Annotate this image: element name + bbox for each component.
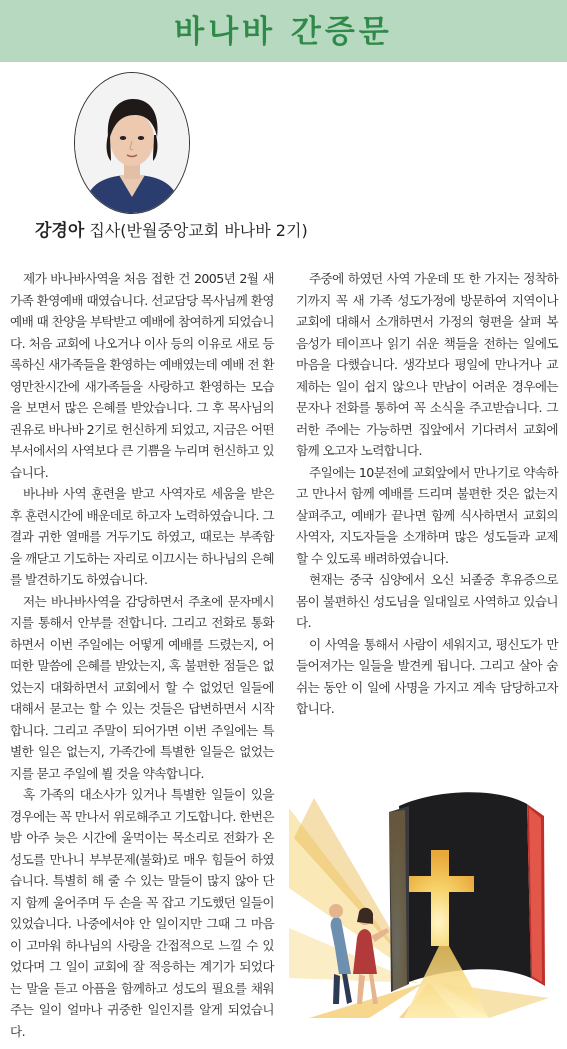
paragraph: 혹 가족의 대소사가 있거나 특별한 일들이 있을 경우에는 꼭 만나서 위로해주고 기도합니다. 한번은 밤 아주 늦은 시간에 울먹이는 목소리로 전화가 온 성도를 만나니 부부문제(불화)로 매우 힘들어 하였습니다. 특별히 해 줄 수 있는 말들이 많지 않아 단지 함께 울어주며 두 손을 꼭 잡고 기도했던 일들이 있었습니다. 나중에서야 안 일이지만 그때 그 마음이 고마워 하나님의 사랑을 간접적으로 느낄 수 있었다며 그 일이 교회에 잘 적응하는 계기가 되었다는 말을 듣고 아픔을 함께하고 성도의 필요를 채워주는 일이 얼마나 귀중한 일인지를 알게 되었습니다. bbox=[10, 787, 274, 1039]
illustration-image bbox=[289, 778, 560, 1018]
paragraph: 이 사역을 통해서 사람이 세워지고, 평신도가 만들어져가는 일들을 발견케 됩니다. 그리고 살아 숨쉬는 동안 이 일에 사명을 가지고 계속 담당하고자 합니다. bbox=[296, 636, 558, 716]
paragraph: 제가 바나바사역을 처음 접한 건 2005년 2월 새가족 환영예배 때였습니다. 선교담당 목사님께 환영예배 때 찬양을 부탁받고 예배에 참여하게 되었습니다. 처음 교회에 나오거나 이사 등의 이유로 새로 등록하신 새가족들을 환영하는 예배였는데 예배 전 환영만찬시간에 새가족들을 사랑하고 환영하는 모습을 보면서 많은 은혜를 받았습니다. 그 후 목사님의 권유로 바나바 2기로 헌신하게 되었고, 지금은 어떤 부서에서의 사역보다 큰 기쁨을 누리며 헌신하고 있습니다. bbox=[10, 271, 274, 480]
article-left-column bbox=[10, 268, 274, 1042]
paragraph: 바나바 사역 훈련을 받고 사역자로 세움을 받은 후 훈련시간에 배운데로 하고자 노력하였습니다. 그 결과 귀한 열매를 거두기도 하였고, 때로는 부족함을 깨닫고 기도하는 자리로 이끄시는 하나님의 은혜를 발견하기도 하였습니다. bbox=[10, 486, 274, 587]
paragraph: 주일에는 10분전에 교회앞에서 만나기로 약속하고 만나서 함께 예배를 드리며 불편한 것은 없는지 살펴주고, 예배가 끝나면 함께 식사하면서 교회의 사역자, 지도자들을 소개하며 많은 성도들과 교제할 수 있도록 배려하였습니다. bbox=[296, 464, 558, 566]
author-name: 강경아 bbox=[35, 221, 85, 241]
author-role: 집사(반월중앙교회 바나바 2기) bbox=[89, 221, 308, 240]
portrait-image bbox=[75, 73, 189, 213]
page-title: 바나바 간증문 bbox=[174, 14, 393, 50]
header-banner bbox=[0, 0, 567, 62]
bible-door-illustration bbox=[289, 778, 560, 1018]
paragraph: 주중에 하였던 사역 가운데 또 한 가지는 정착하기까지 꼭 새 가족 성도가정에 방문하여 지역이나 교회에 대해서 소개하면서 가정의 형편을 살펴 복음성가 테이프나 읽기 쉬운 책들을 전하는 일에도 마음을 다했습니다. 생각보다 평일에 만나거나 교제하는 일이 쉽지 않으나 만남이 어려운 경우에는 문자나 전화를 통하여 꼭 소식을 주고받습니다. 그러한 주에는 가능하면 집앞에서 기다려서 교회에 함께 오고자 노력합니다. bbox=[296, 271, 558, 458]
author-byline bbox=[35, 216, 308, 241]
author-portrait bbox=[74, 72, 190, 214]
paragraph: 저는 바나바사역을 감당하면서 주초에 문자메시지를 통해서 안부를 전합니다. 그리고 전화로 통화하면서 이번 주일에는 어떻게 예배를 드렸는지, 어떠한 말씀에 은혜를 받았는지, 혹 불편한 점들은 없었는지 대화하면서 교회에서 할 수 없었던 일들에 대해서 묻고는 할 수 있는 것들은 답변하면서 시작합니다. 그리고 주말이 되어가면 이번 주일에는 특별한 일은 없는지, 가족간에 특별한 일들은 없었는지를 묻고 주일에 뵐 것을 약속합니다. bbox=[10, 593, 274, 781]
article-right-column bbox=[296, 268, 558, 720]
paragraph: 현재는 중국 심양에서 오신 뇌졸중 후유증으로 몸이 불편하신 성도님을 일대일로 사역하고 있습니다. bbox=[296, 572, 558, 630]
